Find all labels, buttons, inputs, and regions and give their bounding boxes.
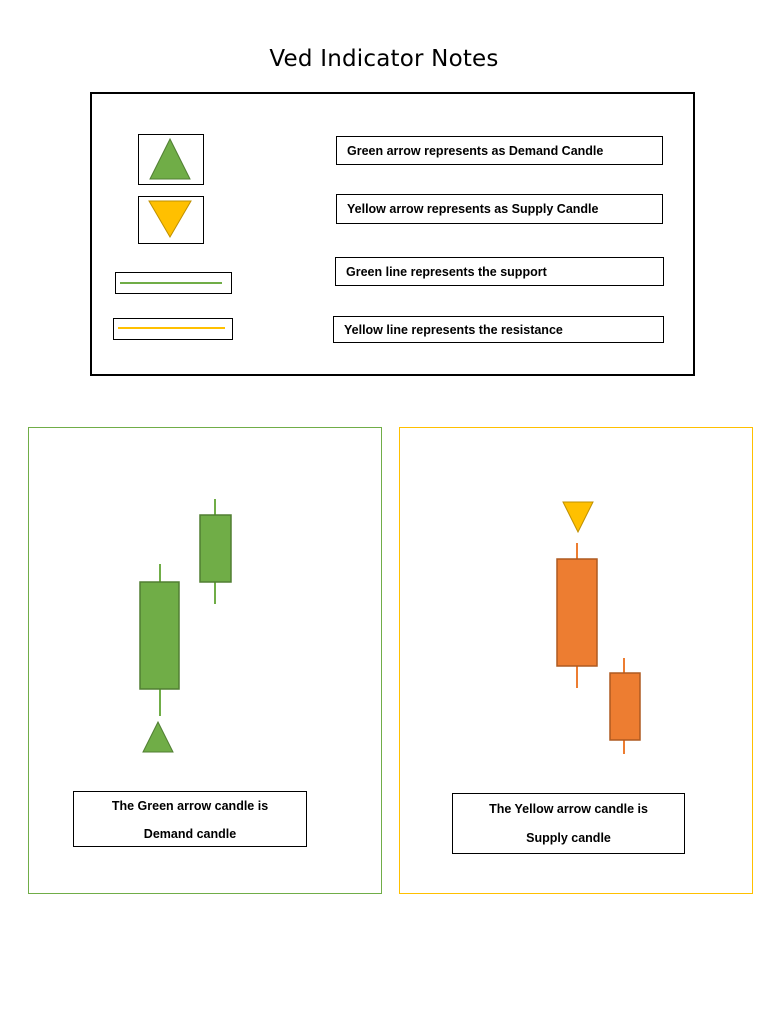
demand-caption-line2: Demand candle <box>143 827 237 841</box>
next-orange-candle-body <box>610 673 640 740</box>
supply-down-arrow-icon <box>563 502 593 532</box>
legend-green-arrow-label: Green arrow represents as Demand Candle <box>336 136 663 165</box>
demand-candle-body <box>140 582 179 689</box>
supply-caption-line2: Supply candle <box>526 831 611 845</box>
legend-yellow-line-label: Yellow line represents the resistance <box>333 316 664 343</box>
yellow-down-arrow-icon <box>149 201 191 237</box>
green-up-arrow-icon <box>150 139 190 179</box>
demand-caption-line1: The Green arrow candle is <box>111 799 269 813</box>
legend-yellow-arrow-label: Yellow arrow represents as Supply Candle <box>336 194 663 224</box>
legend-green-line-label: Green line represents the support <box>335 257 664 286</box>
demand-up-arrow-icon <box>143 722 173 752</box>
supply-candle-body <box>557 559 597 666</box>
page-title: Ved Indicator Notes <box>269 46 499 72</box>
next-green-candle-body <box>200 515 231 582</box>
supply-caption-line1: The Yellow arrow candle is <box>489 802 648 816</box>
